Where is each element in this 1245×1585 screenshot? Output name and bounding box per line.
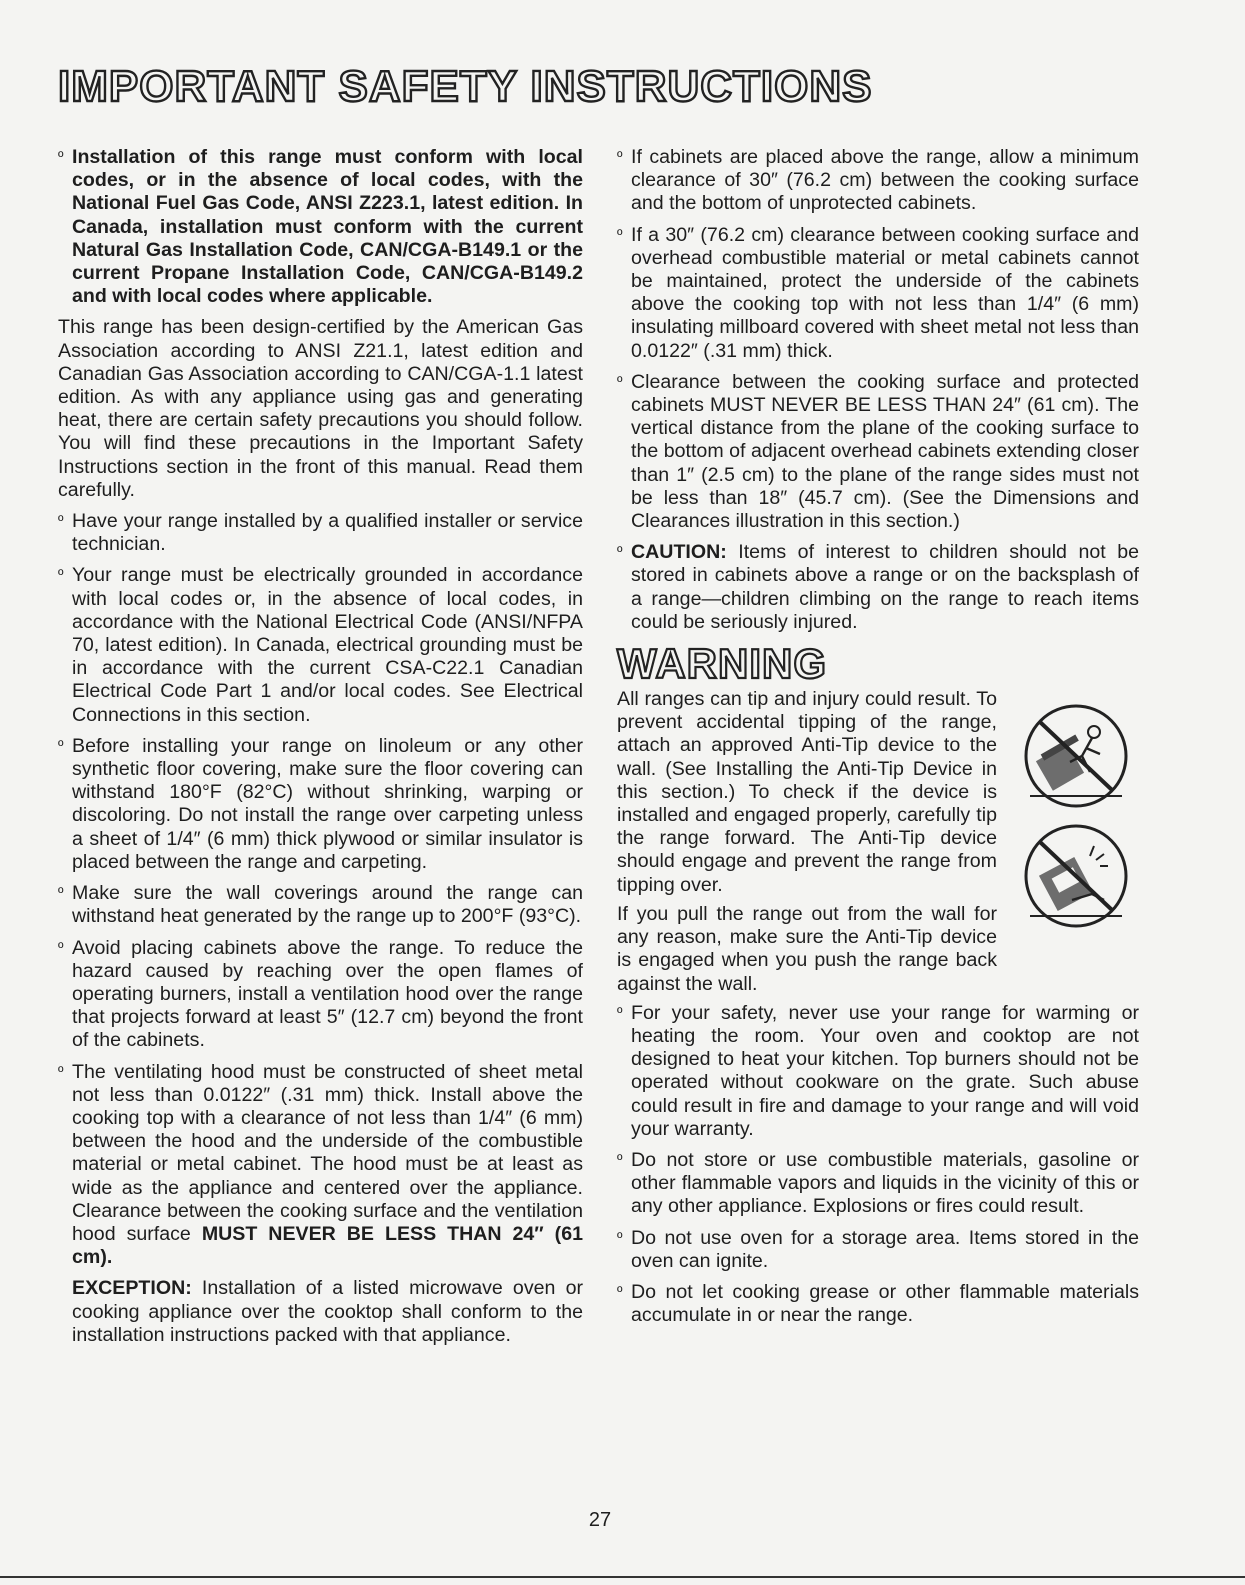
list-item	[58, 564, 583, 726]
list-item	[617, 1002, 1139, 1141]
right-column	[617, 146, 1139, 1335]
item-text: Avoid placing cabinets above the range. To reduce the hazard caused by reaching over the open flames of operating burners, install a ventilation hood over the range that projects forward at least 5″ (12.7 cm) beyond the front of the cabinets.	[72, 936, 583, 1052]
installation-code-text: Installation of this range must conform with local codes, or in the absence of local codes, with the National Fuel Gas Code, ANSI Z223.1, latest edition. In Canada, installation must conform with the current Natural Gas Installation Code, CAN/CGA-B149.1 or the current Propane Installation Code, CAN/CGA-B149.2 and with local codes where applicable.	[72, 146, 583, 308]
list-item	[617, 224, 1139, 363]
bullet-icon: º	[617, 373, 623, 391]
warning-paragraph: If you pull the range out from the wall for any reason, make sure the Anti-Tip device is engaged when you push the range back against the wall.	[617, 902, 997, 995]
item-text: Your range must be electrically grounded in accordance with local codes or, in the absence of local codes, in accordance with the National Electrical Code (ANSI/NFPA 70, latest edition). In Canada, electrical grounding must be in accordance with the current CSA-C22.1 Canadian Electrical Code Part 1 and/or local codes. See Electrical Connections in this section.	[72, 564, 583, 726]
page-number: 27	[588, 1509, 612, 1531]
bullet-icon: º	[617, 1229, 623, 1247]
bullet-icon: º	[58, 567, 64, 585]
bullet-icon: º	[617, 149, 623, 166]
bullet-icon: º	[58, 885, 64, 903]
item-text: Have your range installed by a qualified installer or service technician.	[72, 510, 583, 556]
item-text: If a 30″ (76.2 cm) clearance between cooking surface and overhead combustible material or metal cabinets cannot be maintained, protect the underside of the cabinets above the cooking top with not less than 1/4″ (6 mm) insulating millboard covered with sheet metal not less than 0.0122″ (.31 mm) thick.	[631, 223, 1139, 362]
item-text: Make sure the wall coverings around the range can withstand heat generated by the range up to 200°F (93°C).	[72, 882, 583, 928]
bullet-icon: º	[617, 226, 623, 244]
list-item	[617, 146, 1139, 216]
warning-text	[617, 688, 997, 996]
exception-paragraph	[58, 1277, 583, 1347]
caution-label: CAUTION:	[631, 541, 727, 564]
item-text: For your safety, never use your range for warming or heating the room. Your oven and cooktop are not designed to heat your kitchen. Top burners should not be operated without cookware on the grate. Such abuse could result in fire and damage to your range and will void your warranty.	[631, 1001, 1139, 1140]
list-item	[58, 510, 583, 556]
item-text: Clearance between the cooking surface and protected cabinets MUST NEVER BE LESS THAN 24″ (61 cm). The vertical distance from the plane of the cooking surface to the bottom of adjacent overhead cabinets extending closer than 1″ (2.5 cm) to the plane of the range sides must not be less than 18″ (45.7 cm). (See the Dimensions and Clearances illustration in this section.)	[631, 370, 1139, 533]
bullet-icon: º	[58, 939, 64, 957]
exception-text: Installation of a listed microwave oven or cooking appliance over the cooktop shall conform to the installation instructions packed with that appliance.	[72, 1277, 583, 1346]
range-tipping-icon	[1012, 820, 1136, 930]
list-item	[617, 1281, 1139, 1327]
list-item	[58, 735, 583, 874]
item-text: If cabinets are placed above the range, allow a minimum clearance of 30″ (76.2 cm) between the cooking surface and the bottom of unprotected cabinets.	[631, 146, 1139, 215]
list-item	[58, 937, 583, 1053]
bottom-rule	[0, 1576, 1245, 1578]
list-item	[617, 1227, 1139, 1273]
design-certified-paragraph: This range has been design-certified by the American Gas Association according to ANSI Z21.1, latest edition and Canadian Gas Association according to CAN/CGA-1.1 latest edition. As with any appliance using gas and generating heat, there are certain safety precautions you should follow. You will find these precautions in the Important Safety Instructions section in the front of this manual. Read them carefully.	[58, 316, 583, 501]
item-text: Before installing your range on linoleum or any other synthetic floor covering, make sure the floor covering can withstand 180°F (82°C) without shrinking, warping or discoloring. Do not install the range over carpeting unless a sheet of 1/4″ (6 mm) thick plywood or similar insulator is placed between the range and carpeting.	[72, 734, 583, 873]
warning-heading: WARNING	[617, 640, 827, 688]
list-item	[58, 882, 583, 928]
bullet-icon: º	[617, 1004, 623, 1022]
item-text: Do not store or use combustible materials, gasoline or other flammable vapors and liquids in the vicinity of this or any other appliance. Explosions or fires could result.	[631, 1148, 1139, 1218]
warning-paragraph: All ranges can tip and injury could result. To prevent accidental tipping of the range, attach an approved Anti-Tip device to the wall. (See Installing the Anti-Tip Device in this section.) To check if the device is installed and engaged properly, carefully tip the range forward. The Anti-Tip device should engage and prevent the range from tipping over.	[617, 688, 997, 896]
warning-section	[617, 642, 1139, 996]
item-text: Do not let cooking grease or other flammable materials accumulate in or near the range.	[631, 1280, 1139, 1327]
list-item	[58, 1061, 583, 1270]
list-item	[58, 146, 583, 308]
exception-label: EXCEPTION:	[72, 1277, 192, 1300]
child-climbing-range-icon	[1012, 700, 1136, 810]
list-item	[617, 371, 1139, 533]
item-emphasis: MUST NEVER BE LESS THAN 24″ (61 cm).	[72, 1222, 583, 1269]
item-text: The ventilating hood must be constructed of sheet metal not less than 0.0122″ (.31 mm) thick. Install above the cooking top with a clearance of not less than 1/4″ (6 mm) between the hood and the underside of the combustible material or metal cabinet. The hood must be at least as wide as the appliance and centered over the appliance. Clearance between the cooking surface and the ventilation hood surface	[72, 1060, 583, 1245]
bullet-icon: º	[58, 513, 64, 531]
bullet-icon: º	[58, 1063, 64, 1081]
page-title: IMPORTANT SAFETY INSTRUCTIONS	[58, 62, 873, 111]
bullet-icon: º	[617, 1283, 623, 1301]
bullet-icon: º	[58, 737, 64, 755]
list-item	[617, 541, 1139, 634]
list-item	[617, 1149, 1139, 1219]
item-text: Do not use oven for a storage area. Items stored in the oven can ignite.	[631, 1226, 1139, 1272]
bullet-icon: º	[617, 1151, 623, 1169]
bullet-icon: º	[58, 149, 64, 166]
bullet-icon: º	[617, 544, 623, 562]
caution-text: Items of interest to children should not be stored in cabinets above a range or on the backsplash of a range—children climbing on the range to reach items could be seriously injured.	[631, 541, 1139, 633]
left-column	[58, 146, 583, 1355]
